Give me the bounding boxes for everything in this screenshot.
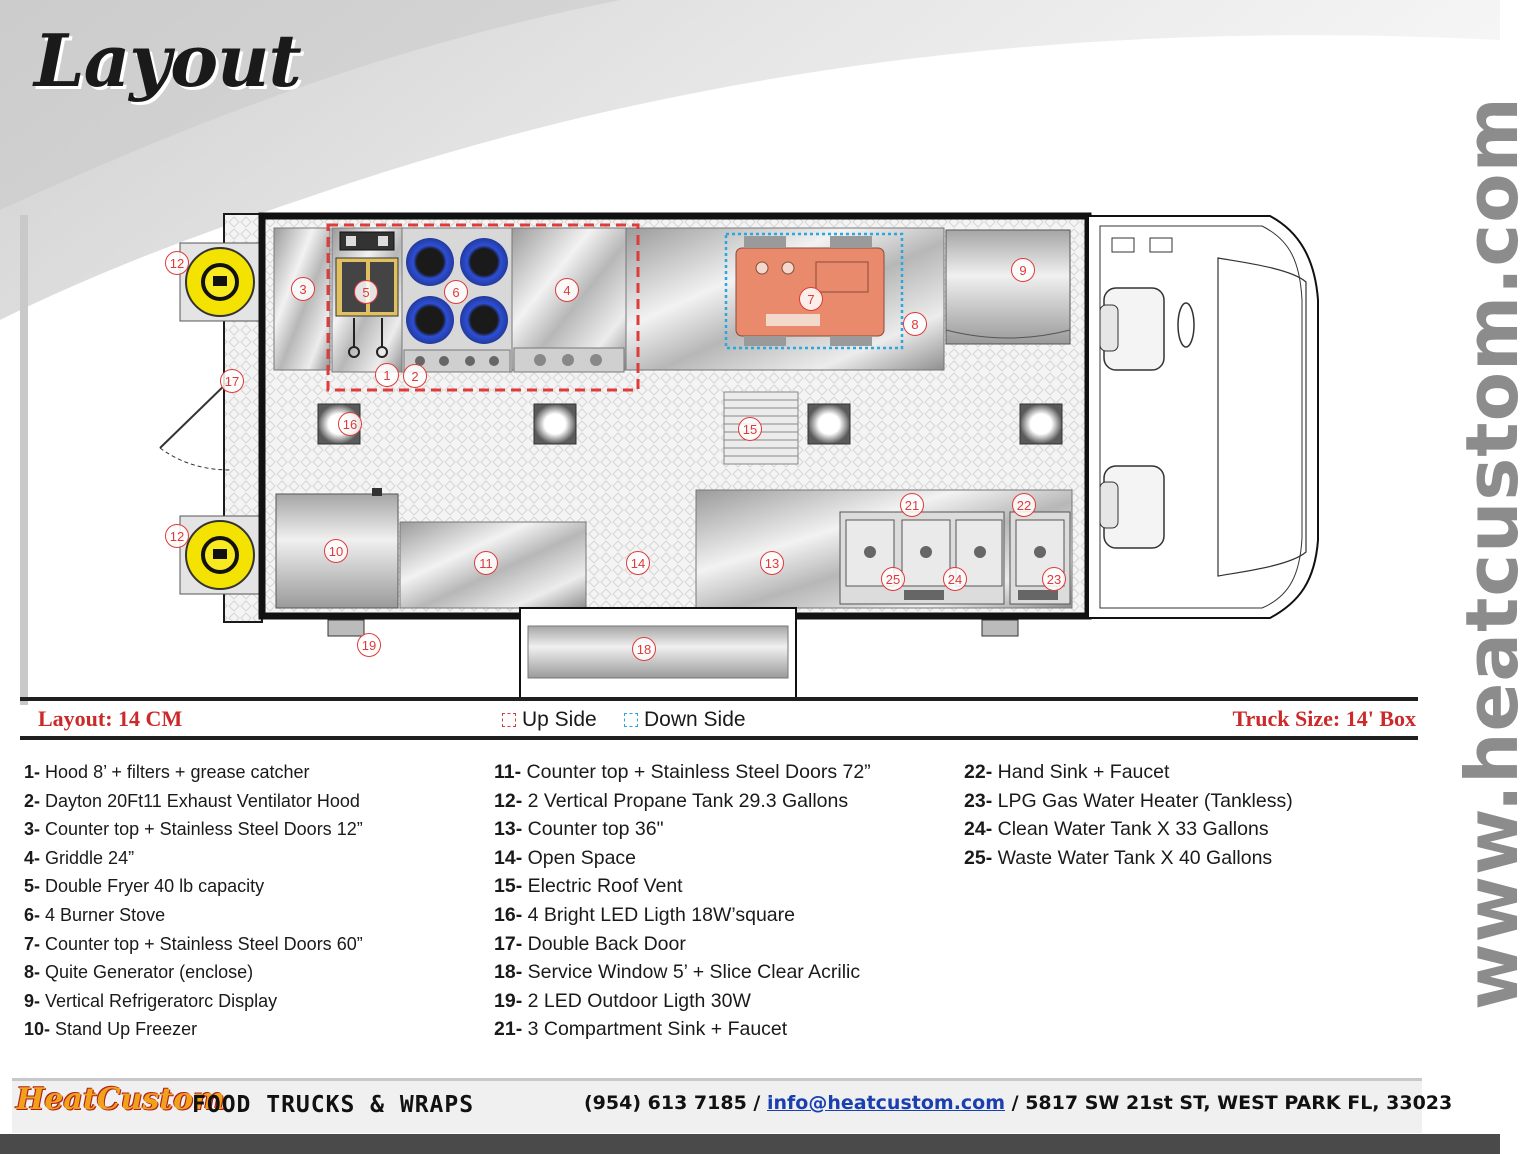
marker-25: 25 [881,567,905,591]
marker-4: 4 [555,278,579,302]
marker-18: 18 [632,637,656,661]
address: 5817 SW 21st ST, WEST PARK FL, 33023 [1025,1092,1453,1114]
marker-21: 21 [900,493,924,517]
marker-14: 14 [626,551,650,575]
marker-7: 7 [799,287,823,311]
legend-up-label: Up Side [522,708,597,731]
list-item: 25- Waste Water Tank X 40 Gallons [964,846,1273,869]
legend-down-label: Down Side [644,708,746,731]
items-column-1 [24,758,363,1044]
marker-8: 8 [903,312,927,336]
legend-blue-swatch [624,713,638,727]
marker-9: 9 [1011,258,1035,282]
marker-12-bottom: 12 [165,524,189,548]
list-item: 2- Dayton 20Ft11 Exhaust Ventilator Hood [24,790,360,811]
marker-10: 10 [324,539,348,563]
propane-tank-bottom [180,516,260,594]
truck-size: Truck Size: 14' Box [1232,706,1416,731]
list-item: 17- Double Back Door [494,932,686,955]
list-item: 13- Counter top 36" [494,818,664,841]
website-vertical-text: www.heatcustom.com [1450,96,1534,1010]
marker-24: 24 [943,567,967,591]
legend-red-swatch [502,713,516,727]
list-item: 16- 4 Bright LED Ligth 18W’square [494,903,795,926]
list-item: 10- Stand Up Freezer [24,1019,198,1040]
marker-13: 13 [760,551,784,575]
list-item: 12- 2 Vertical Propane Tank 29.3 Gallons [494,789,849,812]
items-column-3 [964,758,1293,872]
marker-15: 15 [738,417,762,441]
page-title: Layout [34,18,301,103]
footer-bar [0,1134,1500,1154]
contact-separator: / [746,1092,767,1114]
marker-16: 16 [338,412,362,436]
marker-17: 17 [220,369,244,393]
list-item: 23- LPG Gas Water Heater (Tankless) [964,789,1293,812]
list-item: 22- Hand Sink + Faucet [964,761,1170,783]
marker-3: 3 [291,277,315,301]
phone-number[interactable]: (954) 613 7185 [584,1092,747,1114]
list-item: 15- Electric Roof Vent [494,875,683,898]
legend-down-side [624,708,746,732]
divider-bottom [20,736,1418,740]
layout-label: Layout: 14 CM [38,706,183,731]
contact-line [584,1092,1452,1114]
brand-logo[interactable]: HeatCustom [16,1082,225,1117]
email-link[interactable]: info@heatcustom.com [766,1092,1006,1114]
list-item: 1- Hood 8’ + filters + grease catcher [24,762,310,782]
contact-separator: / [1005,1092,1026,1114]
legend-up-side [502,708,597,732]
list-item: 24- Clean Water Tank X 33 Gallons [964,818,1269,841]
list-item: 19- 2 LED Outdoor Ligth 30W [494,989,751,1012]
marker-23: 23 [1042,567,1066,591]
marker-1: 1 [375,363,399,387]
list-item: 4- Griddle 24” [24,847,135,868]
propane-tank-top [180,243,260,321]
list-item: 21- 3 Compartment Sink + Faucet [494,1018,788,1041]
list-item: 14- Open Space [494,846,637,869]
marker-22: 22 [1012,493,1036,517]
list-item: 3- Counter top + Stainless Steel Doors 12” [24,819,363,840]
list-item: 7- Counter top + Stainless Steel Doors 60” [24,933,363,954]
list-item: 5- Double Fryer 40 lb capacity [24,876,265,897]
list-item: 9- Vertical Refrigeratorc Display [24,990,278,1011]
marker-2: 2 [403,364,427,388]
list-item: 18- Service Window 5’ + Slice Clear Acrilic [494,961,861,984]
items-column-2 [494,758,871,1044]
list-item: 11- Counter top + Stainless Steel Doors 72” [494,761,871,783]
marker-5: 5 [354,280,378,304]
marker-12-top: 12 [165,251,189,275]
list-item: 6- 4 Burner Stove [24,904,166,925]
marker-6: 6 [444,280,468,304]
divider-top [20,697,1418,701]
marker-19: 19 [357,633,381,657]
list-item: 8- Quite Generator (enclose) [24,962,254,983]
marker-11: 11 [474,551,498,575]
brand-tagline: FOOD TRUCKS & WRAPS [192,1092,475,1118]
